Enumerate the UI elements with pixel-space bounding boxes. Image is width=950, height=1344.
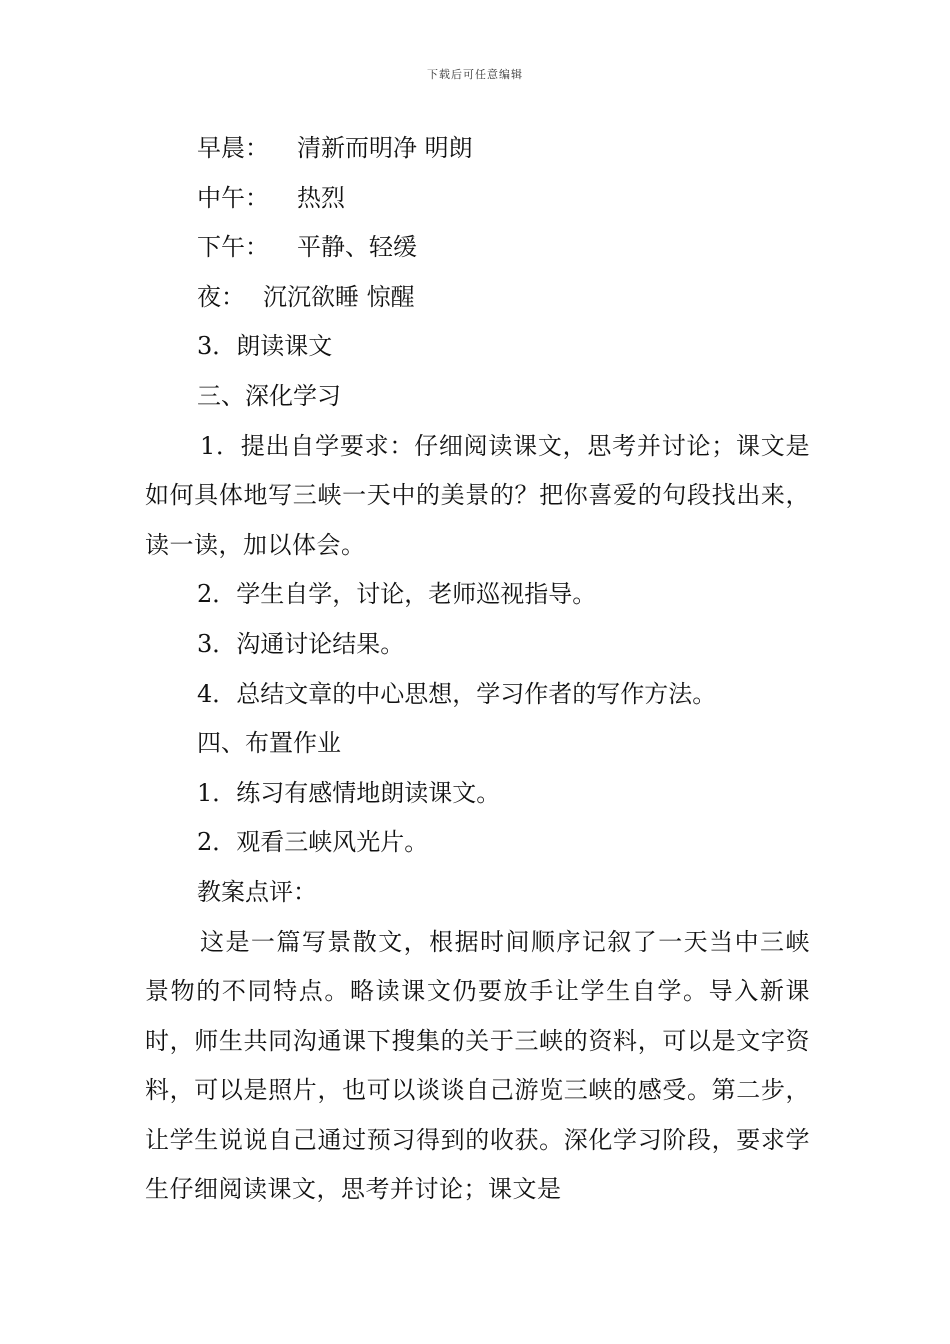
section3-item-4: 4．总结文章的中心思想，学习作者的写作方法。 [197, 679, 717, 708]
timeline-morning [145, 124, 810, 174]
section-title: 三、深化学习 [197, 381, 341, 410]
timeline-label: 中午： [197, 183, 269, 212]
timeline-value: 平静、轻缓 [297, 233, 417, 262]
section3-item-3: 3．沟通讨论结果。 [197, 629, 405, 658]
review-body: 这是一篇写景散文，根据时间顺序记叙了一天当中三峡景物的不同特点。略读课文仍要放手让学生自学。导入新课时，师生共同沟通课下搜集的关于三峡的资料，可以是文字资料，可以是照片，也可以谈谈自己游览三峡的感受。第二步，让学生说说自己通过预习得到的收获。深化学习阶段，要求学生仔细阅读课文，思考并讨论；课文是 [145, 927, 810, 1204]
timeline-night [145, 273, 810, 323]
page-header: 下载后可任意编辑 [427, 68, 523, 81]
timeline-noon [145, 174, 810, 224]
timeline-label: 早晨： [197, 134, 269, 162]
section-title: 四、布置作业 [197, 729, 341, 758]
timeline-value: 沉沉欲睡 惊醒 [263, 282, 415, 311]
section3-item-1: 1．提出自学要求：仔细阅读课文，思考并讨论；课文是如何具体地写三峡一天中的美景的？把你喜爱的句段找出来，读一读，加以体会。 [145, 431, 810, 559]
timeline-label: 夜： [197, 282, 245, 311]
section4-item-2: 2．观看三峡风光片。 [197, 828, 429, 857]
timeline-label: 下午： [197, 233, 269, 262]
review-title: 教案点评： [197, 877, 317, 906]
timeline-afternoon [145, 223, 810, 273]
timeline-value: 清新而明净 明朗 [297, 134, 473, 162]
section4-item-1: 1．练习有感情地朗读课文。 [197, 778, 501, 807]
step-read-aloud: 3．朗读课文 [197, 332, 333, 361]
timeline-value: 热烈 [297, 183, 345, 212]
section3-item-2: 2．学生自学，讨论，老师巡视指导。 [197, 580, 597, 609]
document-body [145, 124, 810, 1215]
